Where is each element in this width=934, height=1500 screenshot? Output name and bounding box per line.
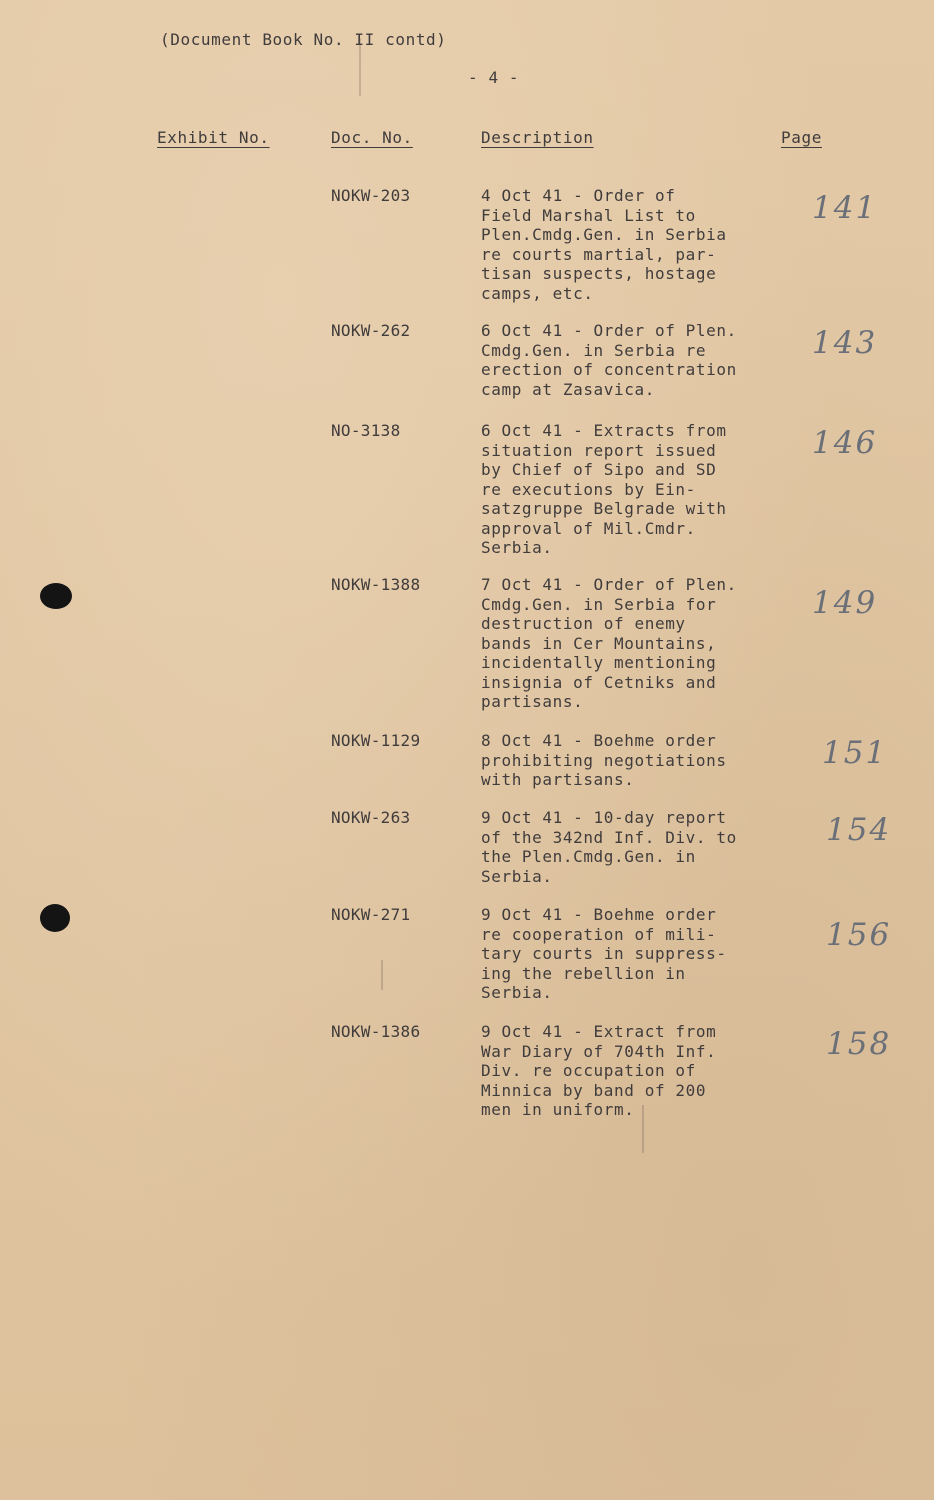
entry-description: 8 Oct 41 - Boehme order prohibiting negotiations with partisans. <box>481 731 727 789</box>
handwritten-page-number: 141 <box>812 190 878 226</box>
entry-description: 9 Oct 41 - 10-day report of the 342nd Inf. Div. to the Plen.Cmdg.Gen. in Serbia. <box>481 808 737 886</box>
entry-description: 7 Oct 41 - Order of Plen. Cmdg.Gen. in Serbia for destruction of enemy bands in Cer Mountains, incidentally mentioning insignia of Cetniks and partisans. <box>481 575 737 711</box>
handwritten-page-number: 151 <box>822 735 888 771</box>
page-number: - 4 - <box>468 68 520 87</box>
doc-number: NOKW-263 <box>331 808 411 827</box>
doc-number: NOKW-1388 <box>331 575 421 594</box>
entry-description: 6 Oct 41 - Order of Plen. Cmdg.Gen. in Serbia re erection of concentration camp at Zasavica. <box>481 321 737 399</box>
doc-number: NOKW-203 <box>331 186 411 205</box>
entry-description: 9 Oct 41 - Boehme order re cooperation of mili- tary courts in suppress- ing the rebellion in Serbia. <box>481 905 727 1002</box>
ink-streak <box>359 38 361 96</box>
doc-number: NOKW-271 <box>331 905 411 924</box>
doc-number: NOKW-1386 <box>331 1022 421 1041</box>
handwritten-page-number: 149 <box>812 585 878 621</box>
entry-description: 4 Oct 41 - Order of Field Marshal List to Plen.Cmdg.Gen. in Serbia re courts martial, par- tisan suspects, hostage camps, etc. <box>481 186 727 303</box>
doc-number: NOKW-1129 <box>331 731 421 750</box>
entry-description: 9 Oct 41 - Extract from War Diary of 704th Inf. Div. re occupation of Minnica by band of 200 men in uniform. <box>481 1022 717 1119</box>
column-heading-doc-no: Doc. No. <box>331 128 413 147</box>
handwritten-page-number: 143 <box>812 325 878 361</box>
column-heading-exhibit: Exhibit No. <box>157 128 270 147</box>
ink-streak <box>642 1105 644 1153</box>
handwritten-page-number: 154 <box>826 812 892 848</box>
punch-hole <box>40 904 70 932</box>
column-heading-page: Page <box>781 128 822 147</box>
doc-number: NO-3138 <box>331 421 401 440</box>
handwritten-page-number: 156 <box>826 917 892 953</box>
column-heading-description: Description <box>481 128 594 147</box>
ink-streak <box>381 960 383 990</box>
document-book-header: (Document Book No. II contd) <box>160 30 447 49</box>
handwritten-page-number: 146 <box>812 425 878 461</box>
punch-hole <box>40 583 72 609</box>
doc-number: NOKW-262 <box>331 321 411 340</box>
handwritten-page-number: 158 <box>826 1026 892 1062</box>
entry-description: 6 Oct 41 - Extracts from situation report issued by Chief of Sipo and SD re executions by Ein- satzgruppe Belgrade with approval of Mil.Cmdr. Serbia. <box>481 421 727 557</box>
